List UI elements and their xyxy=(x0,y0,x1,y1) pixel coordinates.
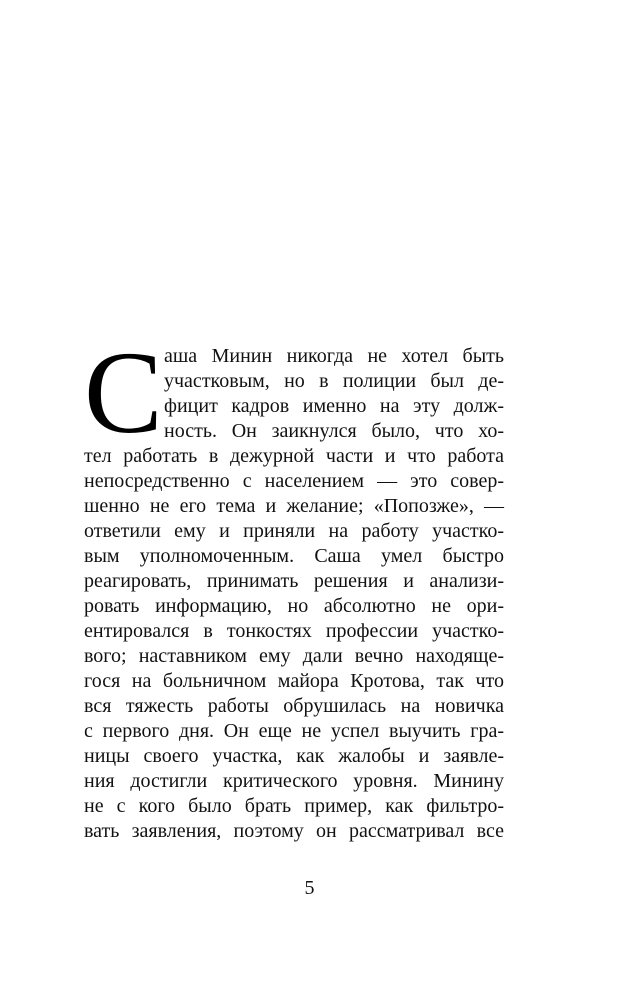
text-line: ницы своего участка, как жалобы и заявле- xyxy=(84,745,504,767)
drop-cap: С xyxy=(84,327,163,458)
text-line: вся тяжесть работы обрушилась на новичка xyxy=(84,695,504,717)
text-line: непосредственно с населением — это совер- xyxy=(84,470,504,492)
text-line: не с кого было брать пример, как фильтро- xyxy=(84,795,504,817)
text-line: ентировался в тонкостях профессии участко- xyxy=(84,620,504,642)
text-line: ния достигли критического уровня. Минину xyxy=(84,770,504,792)
text-line: гося на больничном майора Кротова, так что xyxy=(84,670,504,692)
text-line: вым уполномоченным. Саша умел быстро xyxy=(84,545,504,567)
text-line: ность. Он заикнулся было, что хо- xyxy=(164,420,504,442)
page-number: 5 xyxy=(304,877,315,899)
text-line: ровать информацию, но абсолютно не ори- xyxy=(84,595,504,617)
text-line: тел работать в дежурной части и что работа xyxy=(84,445,504,467)
text-line: аша Минин никогда не хотел быть xyxy=(164,345,504,367)
text-line: вого; наставником ему дали вечно находяще- xyxy=(84,645,504,667)
text-line: вать заявления, поэтому он рассматривал все xyxy=(84,820,504,842)
text-line: участковым, но в полиции был де- xyxy=(164,370,504,392)
text-line: шенно не его тема и желание; «Попозже», — xyxy=(84,495,504,517)
text-line: ответили ему и приняли на работу участко- xyxy=(84,520,504,542)
text-line: реагировать, принимать решения и анализи- xyxy=(84,570,504,592)
text-line: фицит кадров именно на эту долж- xyxy=(164,395,504,417)
text-line: с первого дня. Он еще не успел выучить гра- xyxy=(84,720,504,742)
